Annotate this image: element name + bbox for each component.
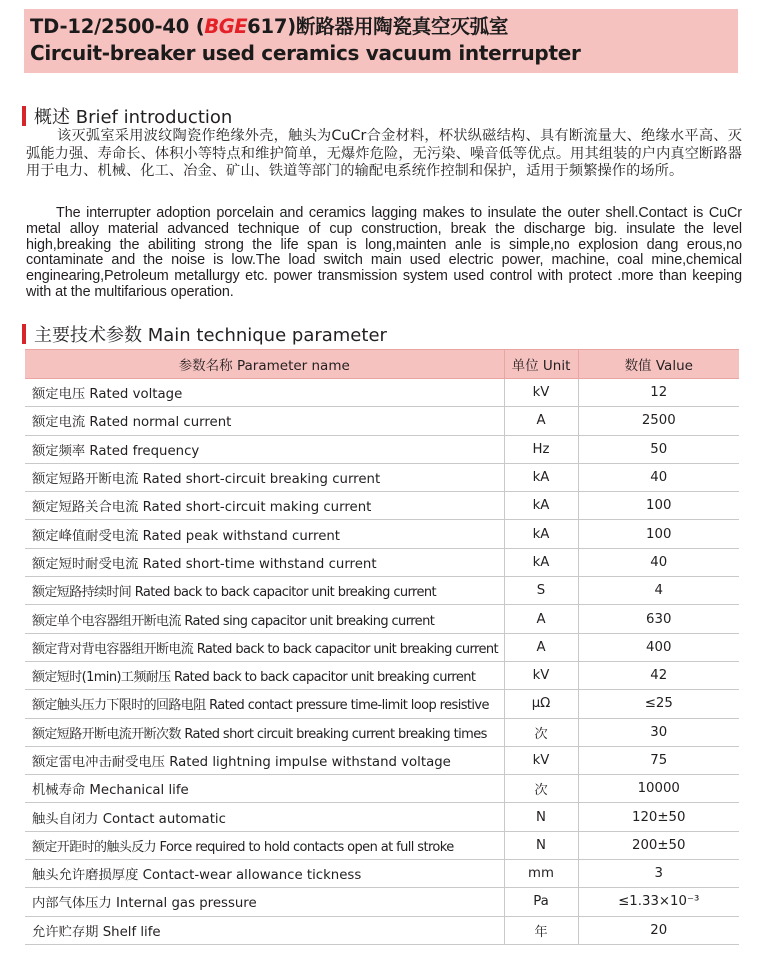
parameter-unit-cell: N [504, 803, 578, 831]
column-header-unit: 单位 Unit [504, 350, 578, 379]
parameter-name-cell: 额定触头压力下限时的回路电阻 Rated contact pressure time-limit loop resistive [25, 690, 504, 718]
parameter-unit-cell: mm [504, 860, 578, 888]
parameter-name-cell: 触头允许磨损厚度 Contact-wear allowance tickness [25, 860, 504, 888]
parameter-unit-cell: S [504, 577, 578, 605]
page-title [30, 14, 738, 39]
parameter-unit-cell: A [504, 407, 578, 435]
parameter-name-cell: 额定短时(1min)工频耐压 Rated back to back capacitor unit breaking current [25, 661, 504, 689]
parameter-unit-cell: 年 [504, 916, 578, 944]
parameter-name-cell: 额定峰值耐受电流 Rated peak withstand current [25, 520, 504, 548]
parameter-name-cell: 额定短路关合电流 Rated short-circuit making current [25, 492, 504, 520]
intro-heading-text: 概述 Brief introduction [34, 107, 233, 128]
parameter-unit-cell: kV [504, 746, 578, 774]
parameter-unit-cell: A [504, 633, 578, 661]
parameter-value-cell: 400 [578, 633, 739, 661]
brand-logo: BGE [204, 15, 248, 38]
table-row [25, 775, 739, 803]
table-row [25, 605, 739, 633]
parameter-name-cell: 额定短时耐受电流 Rated short-time withstand current [25, 548, 504, 576]
parameter-value-cell: 40 [578, 463, 739, 491]
params-heading-text: 主要技术参数 Main technique parameter [34, 325, 387, 346]
parameter-value-cell: 75 [578, 746, 739, 774]
parameter-unit-cell: kA [504, 520, 578, 548]
parameter-name-cell: 机械寿命 Mechanical life [25, 775, 504, 803]
parameter-value-cell: 2500 [578, 407, 739, 435]
parameter-name-cell: 额定短路开断电流 Rated short-circuit breaking current [25, 463, 504, 491]
table-row [25, 463, 739, 491]
title-suffix: 617)断路器用陶瓷真空灭弧室 [247, 15, 509, 38]
parameter-unit-cell: 次 [504, 775, 578, 803]
table-row [25, 577, 739, 605]
table-row [25, 888, 739, 916]
parameter-value-cell: 12 [578, 379, 739, 407]
parameter-value-cell: 42 [578, 661, 739, 689]
parameter-unit-cell: μΩ [504, 690, 578, 718]
params-heading [22, 321, 387, 347]
table-row [25, 831, 739, 859]
page-subtitle: Circuit-breaker used ceramics vacuum interrupter [30, 41, 581, 65]
parameter-value-cell: 120±50 [578, 803, 739, 831]
parameter-name-cell: 额定短路开断电流开断次数 Rated short circuit breaking current breaking times [25, 718, 504, 746]
table-row [25, 379, 739, 407]
intro-heading [22, 103, 232, 129]
table-row [25, 746, 739, 774]
intro-chinese-paragraph: 该灭弧室采用波纹陶瓷作绝缘外壳，触头为CuCr合金材料，杯状纵磁结构、具有断流量大、绝缘水平高、灭弧能力强、寿命长、体积小等特点和维护简单，无爆炸危险，无污染、噪音低等优点。用其组装的户内真空断路器用于电力、机械、化工、冶金、矿山、铁道等部门的输配电系统作控制和保护，适用于频繁操作的场所。 [26, 128, 742, 179]
heading-marker [22, 106, 26, 126]
parameter-name-cell: 额定短路持续时间 Rated back to back capacitor unit breaking current [25, 577, 504, 605]
parameter-unit-cell: kV [504, 379, 578, 407]
table-row [25, 803, 739, 831]
parameter-unit-cell: Hz [504, 435, 578, 463]
parameter-unit-cell: A [504, 605, 578, 633]
table-row [25, 435, 739, 463]
parameter-value-cell: ≤25 [578, 690, 739, 718]
parameter-unit-cell: kA [504, 492, 578, 520]
parameter-value-cell: 20 [578, 916, 739, 944]
parameter-unit-cell: kA [504, 463, 578, 491]
table-row [25, 492, 739, 520]
parameter-name-cell: 额定雷电冲击耐受电压 Rated lightning impulse withstand voltage [25, 746, 504, 774]
title-prefix: TD-12/2500-40 ( [30, 15, 205, 38]
table-row [25, 548, 739, 576]
parameter-name-cell: 额定电压 Rated voltage [25, 379, 504, 407]
parameter-name-cell: 内部气体压力 Internal gas pressure [25, 888, 504, 916]
parameter-unit-cell: Pa [504, 888, 578, 916]
parameter-value-cell: 200±50 [578, 831, 739, 859]
parameter-name-cell: 触头自闭力 Contact automatic [25, 803, 504, 831]
intro-english-paragraph: The interrupter adoption porcelain and ceramics lagging makes to insulate the outer shell.Contact is CuCr metal alloy material advanced technique of cup construction, break the discharge big. insulate the level high,breaking the abiliting strong the life span is long,mainten anle is simple,no explosion dang erous,no contaminate and the noise is low.The load switch main used electric power, machine, coal mine,chemical enginearing,Petroleum metallurgy etc. power transmission system used control with protect .more than keeping with at the multifarious operation. [26, 205, 742, 300]
parameter-value-cell: 50 [578, 435, 739, 463]
parameter-value-cell: 3 [578, 860, 739, 888]
table-row [25, 718, 739, 746]
parameter-value-cell: 30 [578, 718, 739, 746]
parameter-name-cell: 额定单个电容器组开断电流 Rated sing capacitor unit breaking current [25, 605, 504, 633]
column-header-name: 参数名称 Parameter name [25, 350, 504, 379]
table-row [25, 633, 739, 661]
heading-marker [22, 324, 26, 344]
parameter-value-cell: 100 [578, 492, 739, 520]
column-header-value: 数值 Value [578, 350, 739, 379]
table-row [25, 520, 739, 548]
parameter-unit-cell: N [504, 831, 578, 859]
parameter-unit-cell: kV [504, 661, 578, 689]
table-row [25, 916, 739, 944]
parameter-value-cell: 4 [578, 577, 739, 605]
table-row [25, 407, 739, 435]
parameter-unit-cell: kA [504, 548, 578, 576]
parameter-value-cell: 630 [578, 605, 739, 633]
parameter-value-cell: 100 [578, 520, 739, 548]
title-banner [24, 9, 738, 73]
parameter-name-cell: 允许贮存期 Shelf life [25, 916, 504, 944]
parameter-name-cell: 额定频率 Rated frequency [25, 435, 504, 463]
parameter-value-cell: 40 [578, 548, 739, 576]
table-row [25, 860, 739, 888]
parameter-table [25, 349, 739, 945]
parameter-value-cell: ≤1.33×10⁻³ [578, 888, 739, 916]
table-row [25, 661, 739, 689]
parameter-value-cell: 10000 [578, 775, 739, 803]
parameter-name-cell: 额定电流 Rated normal current [25, 407, 504, 435]
parameter-name-cell: 额定背对背电容器组开断电流 Rated back to back capacitor unit breaking current [25, 633, 504, 661]
parameter-name-cell: 额定开距时的触头反力 Force required to hold contacts open at full stroke [25, 831, 504, 859]
parameter-unit-cell: 次 [504, 718, 578, 746]
table-row [25, 690, 739, 718]
table-header-row [25, 350, 739, 379]
